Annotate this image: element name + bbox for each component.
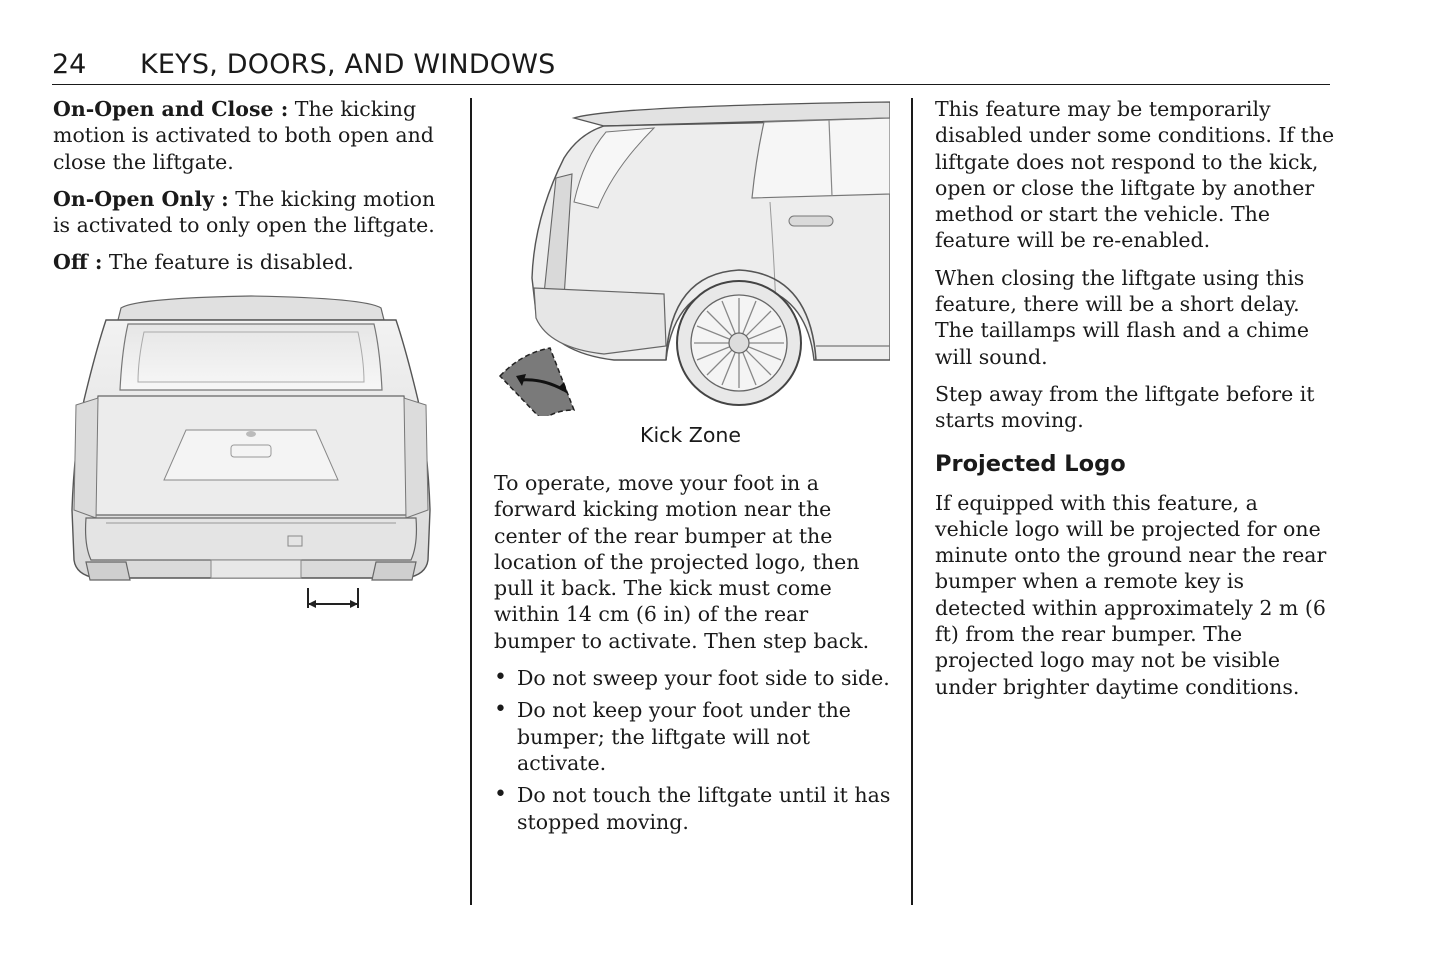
caution-list [494, 665, 894, 835]
option-text: The feature is disabled. [102, 250, 354, 275]
page-header [52, 48, 1330, 85]
column-divider-1 [470, 98, 472, 905]
step-away-paragraph: Step away from the liftgate before it starts moving. [935, 381, 1315, 433]
page-number: 24 [52, 49, 87, 80]
column-divider-2 [911, 98, 913, 905]
operate-paragraph: To operate, move your foot in a forward kicking motion near the center of the rear bumper at the location of the projected logo, then pull it back. The kick must come within 14 cm (6 in) of the rear bumper to activate. Then step back. [494, 471, 870, 653]
option-text: The kicking motion is activated to both open and close the liftgate. [53, 97, 434, 174]
figure-caption: Kick Zone [640, 423, 741, 447]
closing-paragraph: When closing the liftgate using this feature, there will be a short delay. The taillamps will flash and a chime will sound. [935, 265, 1309, 369]
column-1 [53, 96, 458, 287]
vehicle-rear-illustration [66, 290, 436, 620]
option-label: On-Open and Close : [53, 97, 289, 121]
option-label: On-Open Only : [53, 186, 229, 211]
projected-logo-heading: Projected Logo [935, 450, 1126, 477]
option-text: The kicking motion is activated to only open the liftgate. [53, 186, 436, 238]
column-2 [494, 470, 894, 841]
vehicle-side-kick-zone-illustration [494, 98, 890, 416]
option-open-and-close [53, 96, 458, 175]
list-item: • Do not keep your foot under the bumper; the liftgate will not activate. [494, 697, 894, 776]
disabled-paragraph: This feature may be temporarily disabled under some conditions. If the liftgate does not respond to the kick, open or close the liftgate by another method or start the vehicle. The feature will be re-enabled. [935, 97, 1335, 253]
list-item: • Do not sweep your foot side to side. [494, 665, 894, 691]
section-title: KEYS, DOORS, AND WINDOWS [140, 49, 556, 80]
list-item: • Do not touch the liftgate until it has stopped moving. [494, 782, 894, 835]
option-label: Off : [53, 250, 103, 275]
projected-logo-paragraph: If equipped with this feature, a vehicle logo will be projected for one minute onto the ground near the rear bumper when a remote key is detected within approximately 2 m (6 ft) from the rear bumper. The projected logo may not be visible under brighter daytime conditions. [935, 490, 1327, 699]
option-open-only [53, 186, 458, 239]
option-off [53, 249, 458, 275]
column-3 [935, 96, 1335, 711]
